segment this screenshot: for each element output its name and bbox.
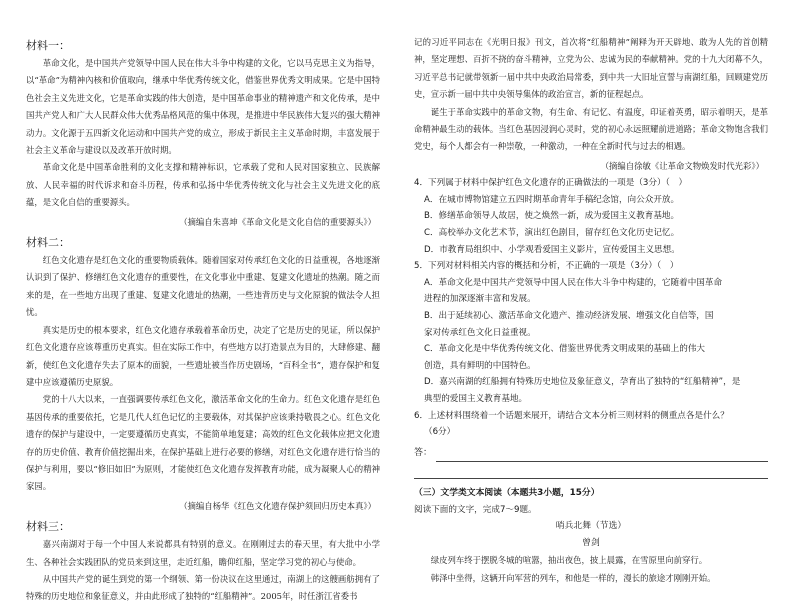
left-column — [26, 34, 380, 606]
answer-line[interactable] — [414, 445, 768, 462]
question-6-score: （6分） — [424, 427, 456, 438]
answer-underline-2[interactable] — [414, 464, 768, 479]
question-4-option-b: B．修缮革命领导人故居，使之焕然一新，成为爱国主义教育基地。 — [424, 211, 680, 222]
material-two-paragraph-2: 真实是历史的根本要求，红色文化遗存承载着革命历史，决定了它是历史的见证，所以保护红色文化遗存应该尊重历史真实。但在实际工作中，有些地方以打造景点为目的，大肆修建、翻新，使红色文化遗存失去了原本的面貌，一些遗址被当作历史剧场，“百科全书”，遗存保护和复建中应该遵循历史原貌。 — [26, 324, 380, 387]
question-4-option-c: C．高校举办文化艺术节，演出红色剧目，留存红色文化历史记忆。 — [424, 228, 680, 239]
question-5-stem: 5．下列对材料相关内容的概括和分析，不正确的一项是（3分）（ ） — [414, 261, 679, 272]
question-4-option-d: D．市教育局组织中、小学观看爱国主义影片，宣传爱国主义思想。 — [424, 244, 680, 255]
section-three-title: （三）文学类文本阅读（本题共3小题，15分） — [414, 488, 600, 499]
question-5-option-c: C．革命文化是中华优秀传统文化、借鉴世界优秀文明成果的基础上的伟大 创造，具有鲜明的中国特色。 — [424, 344, 706, 371]
story-author: 曾剑 — [582, 538, 600, 549]
answer-label: 答： — [414, 447, 433, 458]
story-paragraph-1: 绿皮列车终于摆脱冬城的喧嚣，抽出夜色，披上晨露，在雪原里向前穿行。 — [430, 555, 708, 566]
material-two-source: （摘编自杨华《红色文化遗存保护须回归历史本真》） — [179, 500, 376, 511]
question-4-option-a: A．在城市博物馆建立五四时期革命青年手稿纪念馆，向公众开放。 — [424, 194, 680, 205]
story-paragraph-2: 韩泽中坐得，这辆开向军营的列车，和他是一样的，漫长的旅途才刚刚开始。 — [430, 572, 716, 583]
material-one-source: （摘编自朱喜坤《革命文化是文化自信的重要源头》） — [179, 216, 376, 227]
material-one-paragraph-1: 革命文化，是中国共产党领导中国人民在伟大斗争中构建的文化，它以马克思主义为指导，以“革命”为精神內核和价值取向，继承中华优秀传统文化，借鉴世界优秀文明成果。它是中国特色社会主义先进文化，它是革命实践的伟大创造，是中国革命事业的精神遗产和文化传承，是中国共产党人和广大人民群众伟大优秀品格风范的集中体现，是推进中华民族伟大复兴的强大精神动力。文化源于五四新文化运动和中国共产党的成立，形成于新民主主义革命时期，丰富发展于社会主义革命与建设以及改革开放时期。 — [26, 58, 380, 156]
question-4-stem: 4．下列属于材料中保护红色文化遗存的正确做法的一项是（3分）（ ） — [414, 178, 688, 189]
material-three-source: （摘编自徐敏《让革命文物焕发时代光彩》） — [600, 160, 764, 171]
material-three-title: 材料三： — [26, 520, 70, 534]
material-one-paragraph-2: 革命文化是中国革命胜利的文化支撑和精神标识，它承载了党和人民对国家独立、民族解放、人民幸福的时代诉求和奋斗历程，传承和弘扬中华优秀传统文化与社会主义先进文化的底蕴，是文化自信的重要源头。 — [26, 162, 380, 208]
question-6-stem: 6．上述材料围绕着一个话题来展开，请结合文本分析三则材料的侧重点各是什么？ — [414, 410, 729, 421]
material-three-paragraph-3: 诞生于革命实践中的革命文物，有生命、有记忆、有温度，印证着英勇，昭示着明天，是革命精神最生动的载体。当红色基因浸润心灵时，党的初心永远照耀前进道路；革命文物饱含我们党史，每个人都会有一种崇敬，一种激动，一种在全新时代与过去的相遇。 — [414, 106, 768, 152]
story-title: 哨兵北舞（节选） — [555, 521, 627, 532]
section-three-instructions: 阅读下面的文字，完成7～9题。 — [414, 504, 537, 515]
question-5-option-d: D．嘉兴南湖的红船拥有特殊历史地位及象征意义，孕育出了独特的“红船精神”，是 典型的爱国主义教育基地。 — [424, 377, 741, 404]
material-two-title: 材料二： — [26, 236, 70, 250]
material-two-paragraph-3: 党的十八大以来，一直强调要传承红色文化，激活革命文化的生命力。红色文化遗存是红色基因传承的重要依托，它是几代人红色记忆的主要载体，对其保护应该秉持敬畏之心。红色文化遗存的保护与建设中，一定要遵循历史真实，不能简单地复建；高效的红色文化载体应把文化遗存的历史价值、教育价值挖掘出来，在保护基础上进行必要的修缮，对红色文化遗存进行恰当的保护与利用，要以“修旧如旧”为原则，才能使红色文化遗存发挥教育功能，成为凝聚人心的精神家园。 — [26, 394, 380, 492]
answer-underline — [436, 451, 768, 462]
material-one-title: 材料一： — [26, 39, 70, 52]
right-column — [414, 34, 768, 587]
material-two-paragraph-1: 红色文化遗存是红色文化的重要物质载体。随着国家对传承红色文化的日益重视，各地逐渐认识到了保护、修缮红色文化遗存的重要性，在文化事业中重建、复建文化遗址的热潮。随之而来的是，在一些地方出现了重建、复建文化遗址的热潮，一些违背历史与文化原貌的做法令人担忧。 — [26, 255, 380, 318]
material-three-continued: 记的习近平同志在《光明日报》刊文，首次将“红船精神”阐释为开天辟地、敢为人先的首创精神，坚定理想、百折不挠的奋斗精神，立党为公、忠诚为民的奉献精神。党的十九大闭幕不久，习近平总书记就带领新一届中共中央政治局常委，到中共一大旧址宣誓与南湖红船，回顾建党历史，宣示新一届中共中央领导集体的政治宣言，新的征程起点。 — [414, 37, 768, 100]
question-5-option-b: B．出于延续初心、激活革命文化遗产、推动经济发展、增强文化自信等，国 家对传承红色文化日益重视。 — [424, 311, 714, 338]
material-three-paragraph-2: 从中国共产党的诞生到党的第一个纲领、第一份决议在这里通过，南湖上的这艘画舫拥有了特殊的历史地位和象征意义，并由此形成了独特的“红船精神”。2005年，时任浙江省委书 — [26, 573, 380, 602]
material-three-paragraph-1: 嘉兴南湖对于每一个中国人来说都具有特别的意义。在刚刚过去的春天里，有大批中小学生、各种社会实践团队的党员来到这里，走近红船，瞻仰红船，坚定学习党的初心与使命。 — [26, 539, 380, 567]
question-5-option-a: A．革命文化是中国共产党领导中国人民在伟大斗争中构建的，它随着中国革命 进程的加深逐渐丰富和发展。 — [424, 277, 723, 305]
